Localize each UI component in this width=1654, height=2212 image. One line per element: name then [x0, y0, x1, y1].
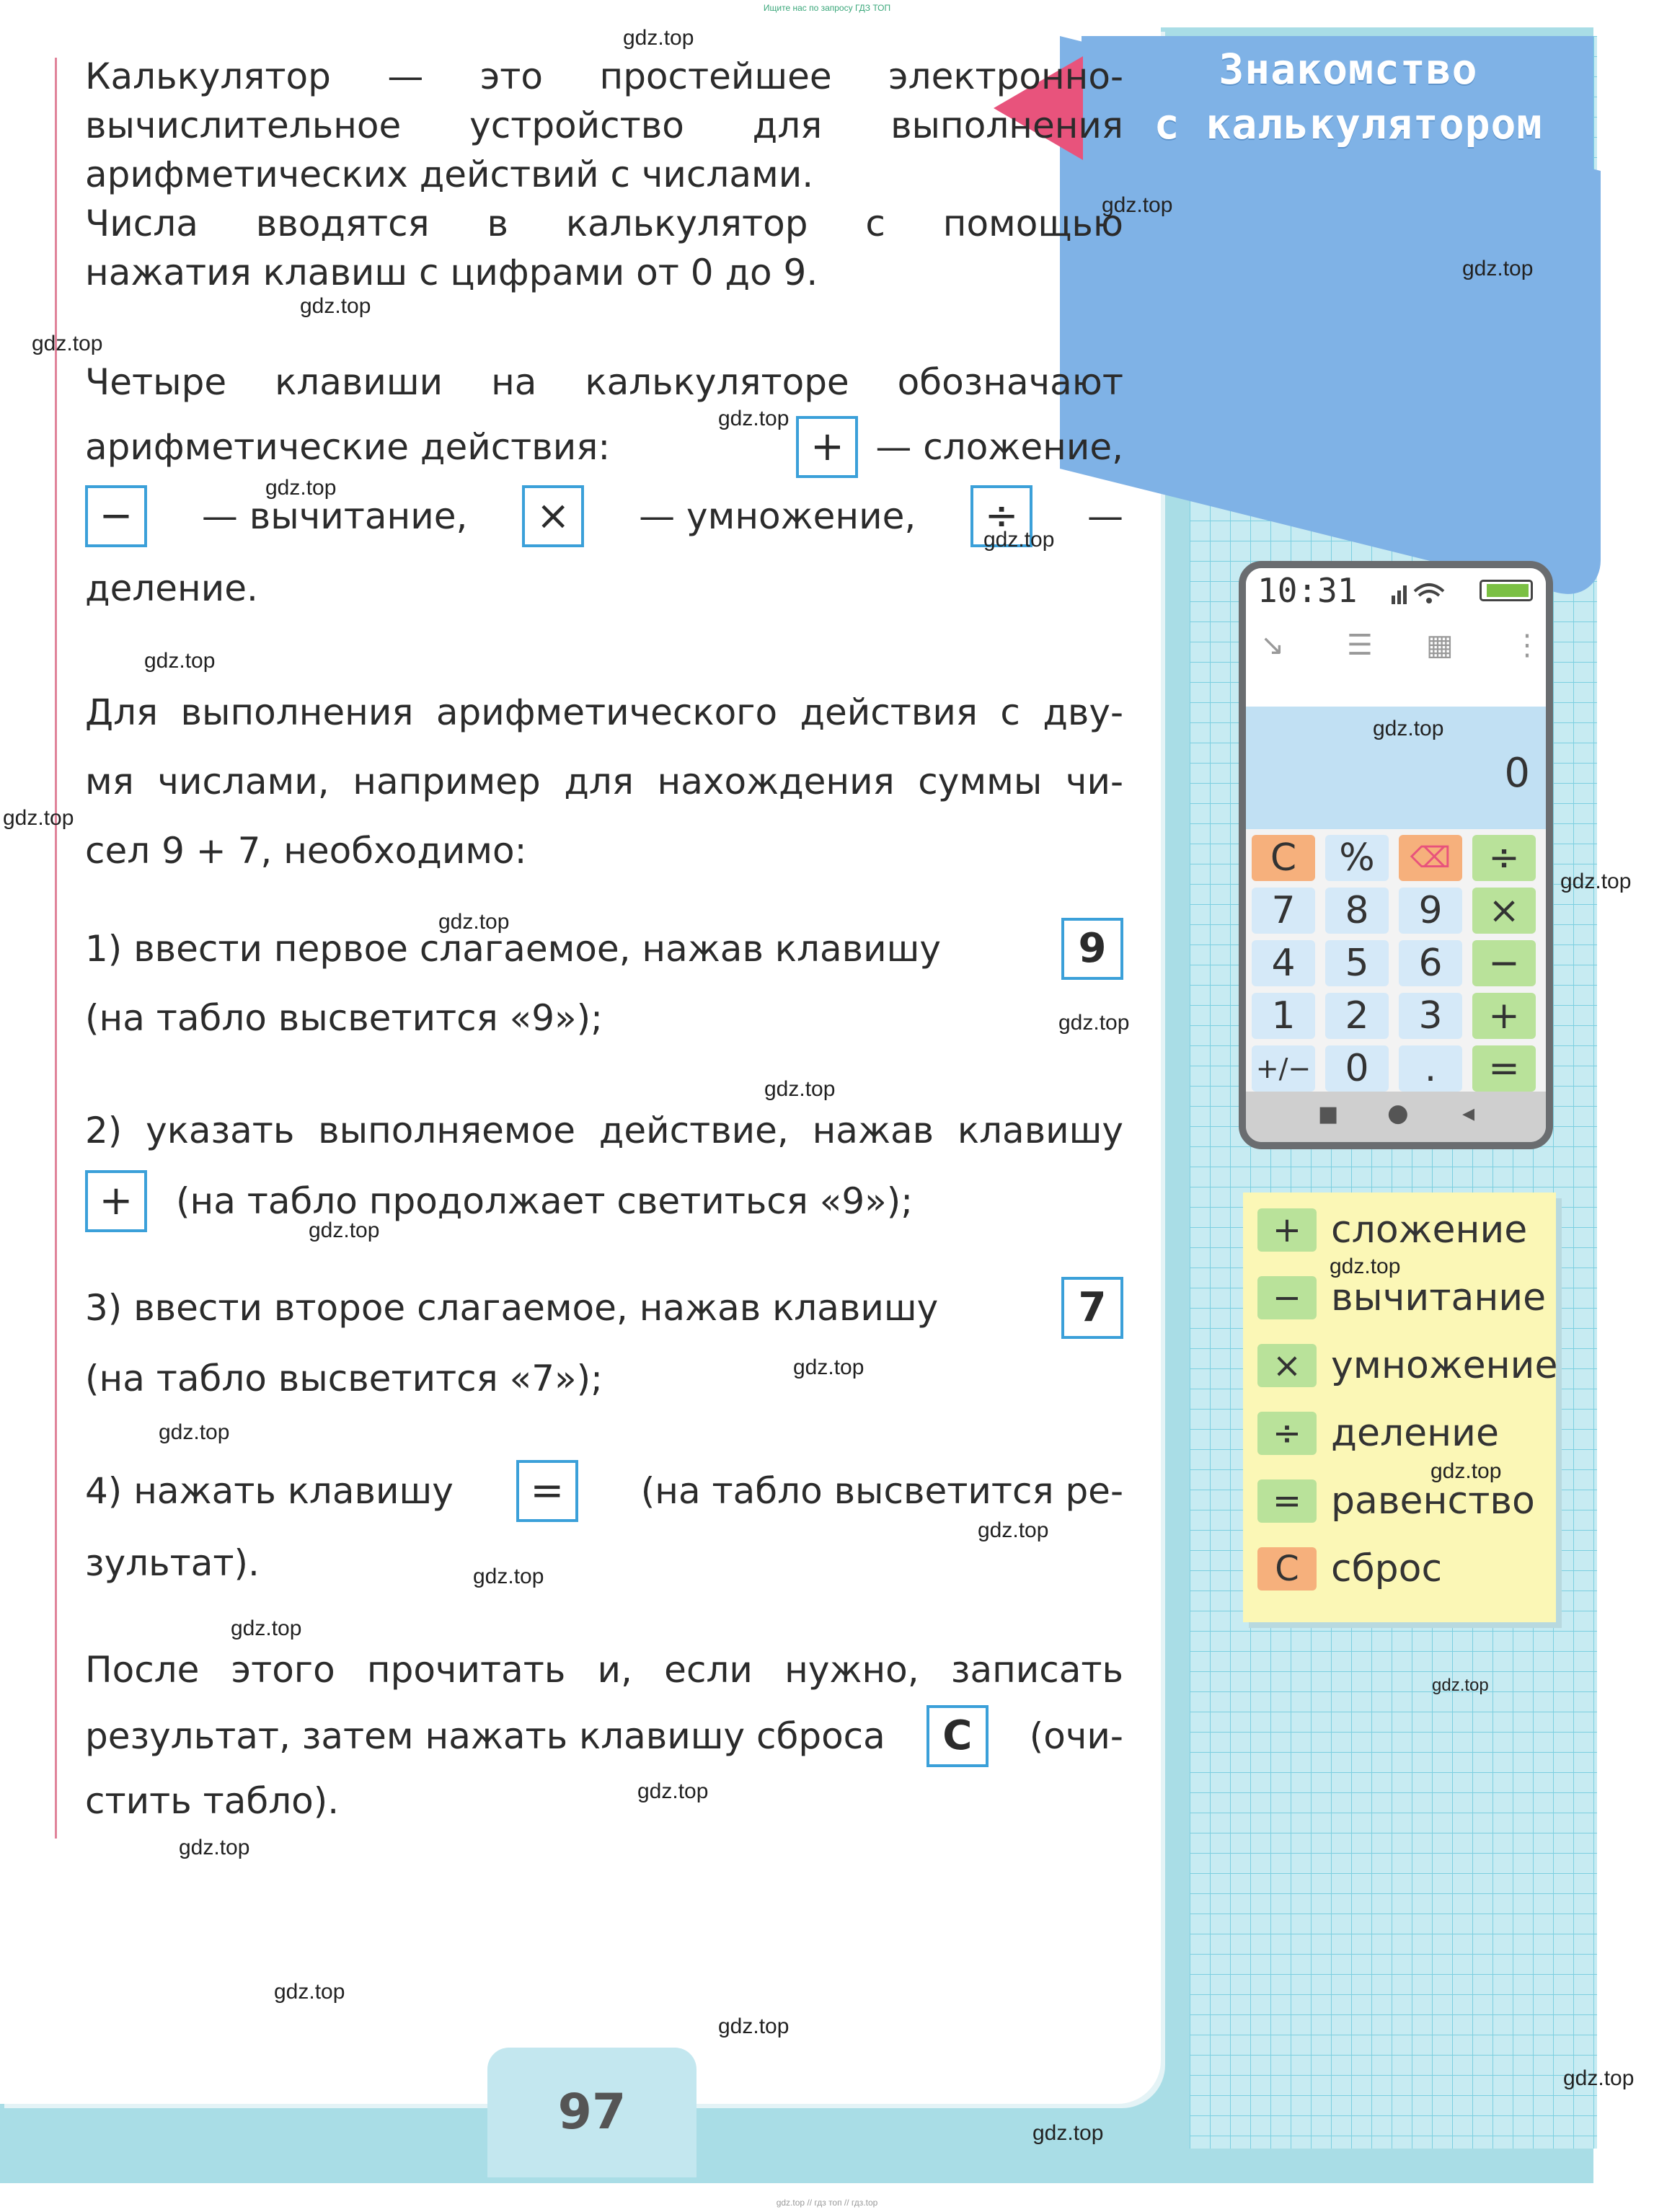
recent-apps-icon[interactable]: ■ [1318, 1102, 1339, 1127]
divide-key-icon: ÷ [970, 485, 1032, 547]
final-text: После этого прочитать и, если нужно, записать [85, 1649, 1123, 1691]
legend-key-icon: C [1257, 1547, 1317, 1591]
legend-key-icon: × [1257, 1344, 1317, 1387]
step1-line1 [85, 914, 1123, 983]
phone-nav-bar [1246, 1092, 1546, 1142]
phone-toolbar [1246, 613, 1546, 707]
history-icon[interactable]: ☰ [1347, 629, 1373, 662]
calc-key[interactable]: ÷ [1472, 835, 1536, 881]
step1-result: (на табло высветится «9»); [85, 997, 603, 1039]
home-icon[interactable]: ● [1387, 1099, 1409, 1128]
keys-line3 [85, 482, 1123, 551]
step4-line1 [85, 1456, 1123, 1526]
final-text-4: стить табло). [85, 1780, 340, 1822]
watermark: gdz.top [1563, 2066, 1635, 2090]
step3-line2 [85, 1354, 1123, 1403]
keys-line1: Четыре клавиши на калькуляторе обозначают [85, 361, 1123, 403]
intro-line: Числа вводятся в калькулятор с помощью [85, 203, 1123, 244]
watermark: gdz.top [718, 407, 790, 430]
keys-line2-text: арифметические действия: [85, 426, 611, 468]
final-text-3: (очи- [1029, 1715, 1123, 1757]
watermark: gdz.top [1032, 2121, 1104, 2145]
intro-line: арифметических действий с числами. [85, 154, 814, 195]
keys-paragraph [85, 358, 1123, 407]
step1-text: 1) ввести первое слагаемое, нажав клавишу [85, 928, 941, 970]
watermark: gdz.top [438, 910, 510, 934]
grid-icon[interactable]: ▦ [1426, 629, 1454, 662]
example-paragraph [85, 678, 1123, 885]
watermark: gdz.top [793, 1355, 864, 1379]
watermark: gdz.top [300, 294, 371, 318]
calc-key[interactable]: − [1472, 940, 1536, 986]
step3-line1 [85, 1273, 1123, 1342]
step1-line2 [85, 994, 1123, 1043]
calc-key[interactable]: 6 [1399, 940, 1462, 986]
watermark: gdz.top [144, 649, 216, 673]
keys-line3-multiplication: — умножение, [639, 495, 916, 537]
step2-line2 [85, 1167, 1123, 1236]
watermark: gdz.top [231, 1616, 302, 1640]
keys-line2-addition: — сложение, [875, 426, 1123, 468]
watermark: gdz.top [3, 806, 74, 830]
display-value: 0 [1504, 750, 1530, 797]
calc-key[interactable]: + [1472, 993, 1536, 1039]
legend-key-icon: + [1257, 1208, 1317, 1252]
calc-key[interactable]: 9 [1399, 888, 1462, 934]
calc-key[interactable]: = [1472, 1045, 1536, 1092]
step2-result: (на табло продолжает светиться «9»); [176, 1180, 914, 1222]
section-title [1125, 42, 1572, 151]
legend-label: деление [1331, 1412, 1499, 1455]
equals-key-icon: = [516, 1460, 578, 1522]
legend-label: вычитание [1331, 1276, 1547, 1319]
final-line3 [85, 1777, 1123, 1826]
bottom-note: gdz.top // гдз топ // гдз.top [776, 2198, 878, 2208]
calc-key[interactable]: . [1399, 1045, 1462, 1092]
watermark: gdz.top [1430, 1459, 1502, 1483]
nine-key-icon: 9 [1061, 918, 1123, 980]
intro-line: вычислительное устройство для выполнения [85, 105, 1123, 146]
step4-result: (на табло высветится ре- [640, 1470, 1123, 1512]
page-number: 97 [557, 2084, 627, 2141]
legend-label: сложение [1331, 1208, 1528, 1252]
seven-key-icon: 7 [1061, 1277, 1123, 1339]
step4-line2 [85, 1539, 1123, 1588]
watermark: gdz.top [623, 26, 694, 50]
final-line2 [85, 1702, 1123, 1771]
calc-key[interactable]: 4 [1252, 940, 1315, 986]
phone-status-bar [1246, 568, 1546, 613]
watermark: gdz.top [764, 1077, 836, 1101]
calc-key[interactable]: +/− [1252, 1045, 1315, 1092]
keys-line4 [85, 564, 1123, 613]
keys-line2-right [796, 412, 1123, 482]
keys-line3-dash: — [1087, 495, 1123, 537]
step2-line1 [85, 1106, 1123, 1155]
watermark: gdz.top [983, 528, 1055, 552]
keys-line3-subtraction: — вычитание, [201, 495, 468, 537]
collapse-icon[interactable]: ↘ [1260, 629, 1285, 662]
calc-key[interactable]: C [1252, 835, 1315, 881]
watermark: gdz.top [1432, 1676, 1489, 1695]
legend-key-icon: ÷ [1257, 1412, 1317, 1455]
watermark: gdz.top [1058, 1011, 1130, 1035]
example-line: мя числами, например для нахождения суммы чи- [85, 761, 1123, 802]
step4-text: 4) нажать клавишу [85, 1470, 454, 1512]
legend-key-icon: − [1257, 1276, 1317, 1319]
watermark: gdz.top [718, 2014, 790, 2038]
step4-result-cont: зультат). [85, 1542, 260, 1584]
keys-line2 [85, 412, 1123, 482]
step2-text: 2) указать выполняемое действие, нажав клавишу [85, 1110, 1123, 1151]
calc-key[interactable]: × [1472, 888, 1536, 934]
step3-text: 3) ввести второе слагаемое, нажав клавишу [85, 1287, 939, 1329]
plus-key-icon: + [796, 416, 858, 478]
watermark: gdz.top [1373, 717, 1444, 740]
watermark: gdz.top [1462, 257, 1534, 280]
more-icon[interactable]: ⋮ [1513, 629, 1542, 662]
intro-line: нажатия клавиш с цифрами от 0 до 9. [85, 252, 818, 293]
intro-line: Калькулятор — это простейшее электронно- [85, 56, 1123, 97]
phone-calculator [1239, 561, 1553, 1149]
plus-key-icon: + [85, 1170, 147, 1232]
final-text-2: результат, затем нажать клавишу сброса [85, 1715, 885, 1757]
minus-key-icon: − [85, 485, 147, 547]
phone-time: 10:31 [1257, 571, 1358, 610]
calc-key[interactable]: 0 [1325, 1045, 1389, 1092]
signal-wifi-icon [1390, 581, 1455, 606]
top-note: Ищите нас по запросу ГДЗ ТОП [763, 3, 891, 13]
watermark: gdz.top [265, 476, 337, 500]
calc-key[interactable]: 8 [1325, 888, 1389, 934]
example-line: сел 9 + 7, необходимо: [85, 830, 527, 872]
watermark: gdz.top [274, 1980, 345, 2004]
watermark: gdz.top [1330, 1255, 1401, 1278]
keys-line4-division: деление. [85, 567, 258, 609]
intro-paragraph [85, 52, 1123, 297]
watermark: gdz.top [309, 1218, 380, 1242]
section-title-line2: с калькулятором [1154, 99, 1543, 149]
legend-label: сброс [1331, 1547, 1443, 1591]
battery-icon [1480, 580, 1533, 601]
back-icon[interactable]: ◂ [1462, 1099, 1475, 1128]
margin-line [55, 58, 57, 1839]
watermark: gdz.top [1102, 193, 1173, 217]
watermark: gdz.top [1560, 870, 1632, 893]
watermark: gdz.top [179, 1836, 250, 1859]
calc-key[interactable]: 2 [1325, 993, 1389, 1039]
calc-key[interactable]: 5 [1325, 940, 1389, 986]
calc-key[interactable]: % [1325, 835, 1389, 881]
final-line1 [85, 1645, 1123, 1694]
example-line: Для выполнения арифметического действия с дву- [85, 691, 1123, 733]
watermark: gdz.top [32, 332, 103, 355]
calc-key[interactable]: 3 [1399, 993, 1462, 1039]
step3-result: (на табло высветится «7»); [85, 1358, 603, 1399]
legend-label: умножение [1331, 1344, 1558, 1387]
calc-key[interactable]: ⌫ [1399, 835, 1462, 881]
clear-key-icon: C [926, 1705, 989, 1767]
watermark: gdz.top [978, 1518, 1049, 1542]
watermark: gdz.top [637, 1779, 709, 1803]
legend-label: равенство [1331, 1479, 1535, 1523]
times-key-icon: × [522, 485, 584, 547]
watermark: gdz.top [159, 1420, 230, 1444]
legend-key-icon: = [1257, 1479, 1317, 1523]
watermark: gdz.top [473, 1565, 544, 1588]
section-title-line1: Знакомство [1219, 45, 1478, 94]
calc-key[interactable]: 1 [1252, 993, 1315, 1039]
calc-key[interactable]: 7 [1252, 888, 1315, 934]
